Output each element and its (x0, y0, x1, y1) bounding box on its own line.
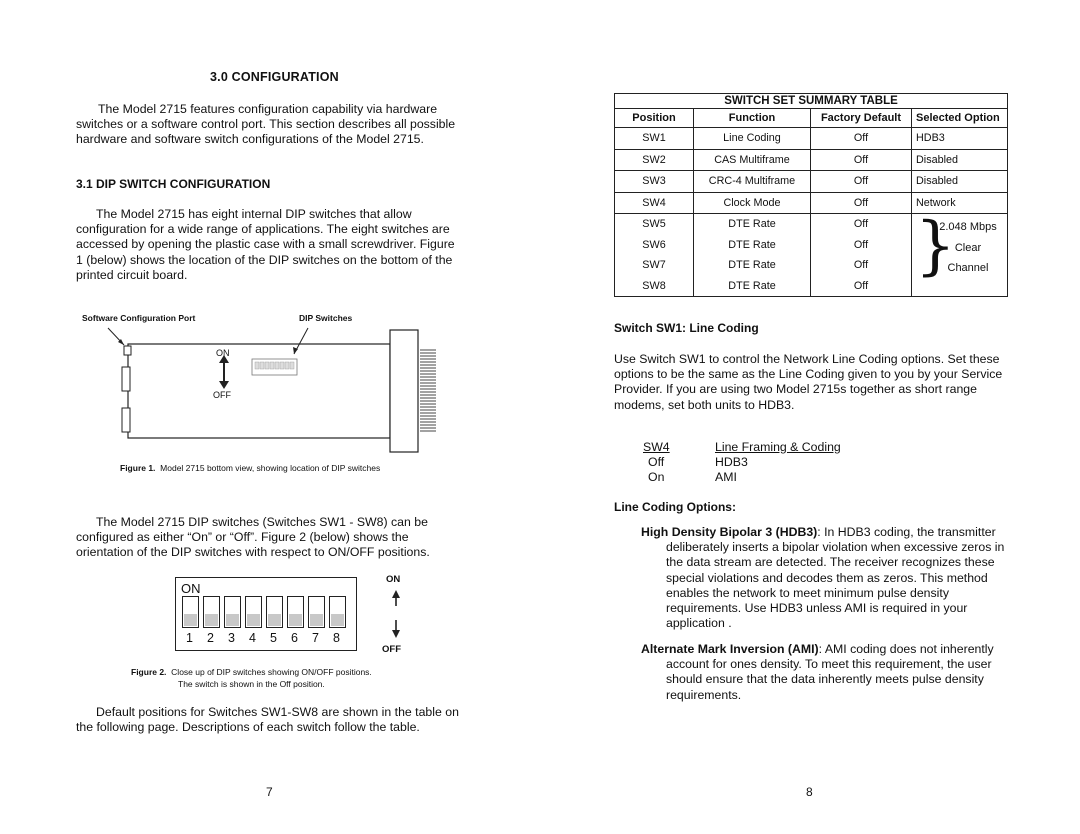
mini-table-head-sw4: SW4 (643, 440, 670, 454)
fig2-on-label: ON (181, 581, 201, 596)
dip-switch-5[interactable] (266, 596, 283, 628)
page-number-right: 8 (806, 785, 813, 799)
table-cell: Line Coding (694, 128, 811, 149)
sw1-title: Switch SW1: Line Coding (614, 321, 759, 335)
fig1-board-diagram (90, 322, 450, 462)
page-number-left: 7 (266, 785, 273, 799)
fig1-off-label: OFF (213, 390, 231, 400)
dip-number: 3 (228, 631, 235, 645)
table-cell: DTE Rate (728, 238, 776, 251)
table-row (615, 171, 1007, 193)
table-cell: Clear (954, 241, 982, 254)
table-row (615, 128, 1007, 150)
fig2-arrow-on-label: ON (386, 574, 401, 585)
table-cell: Clock Mode (694, 193, 811, 214)
dip-paragraph: The Model 2715 has eight internal DIP switches that allow configuration for a wide range of applications. The eight switches are accessed by opening the plastic case with a small screwdriver. Figure 1 (below) shows the location of the DIP switches on the bottom of the printed circuit board. (76, 207, 455, 282)
fig1-caption-label: Figure 1. (120, 463, 156, 473)
table-cell: Off (853, 218, 869, 230)
table-header: Factory Default (811, 109, 912, 127)
dip-number: 4 (249, 631, 256, 645)
dip-switch-7[interactable] (308, 596, 325, 628)
table-cell: Off (853, 279, 869, 292)
table-cell: Disabled (916, 153, 959, 166)
group-selected-option (933, 214, 1003, 279)
intro-paragraph: The Model 2715 features configuration capability via hardware switches or a software control port. This section describes all possible hardware and software switch configurations of the Model 2715. (76, 102, 456, 147)
table-cell: CRC-4 Multiframe (694, 171, 811, 192)
hdb3-paragraph (641, 525, 1006, 631)
table-cell: DTE Rate (728, 259, 776, 271)
switch-summary-table (614, 93, 1008, 297)
table-cell: CAS Multiframe (694, 150, 811, 171)
hdb3-term: High Density Bipolar 3 (HDB3) (641, 525, 818, 539)
mini-table-head-coding: Line Framing & Coding (715, 440, 841, 454)
dip-switch-4[interactable] (245, 596, 262, 628)
sw1-paragraph: Use Switch SW1 to control the Network Line Coding options. Set these options to be the same as the Line Coding given to you by your Service Provider. If you are using two Model 2715s together as short range modems, set both units to HDB3. (614, 352, 1003, 412)
table-row-group-dte-rate (615, 209, 1007, 296)
table-cell: SW5 (642, 218, 666, 230)
dip-number: 8 (333, 631, 340, 645)
table-header: Selected Option (916, 112, 1000, 124)
section-title: 3.0 CONFIGURATION (210, 70, 339, 84)
fig2-caption-line2: The switch is shown in the Off position. (178, 679, 325, 689)
mini-table-cell: On (648, 470, 665, 484)
dip-switch-1[interactable] (182, 596, 199, 628)
dip-switch-2[interactable] (203, 596, 220, 628)
table-cell: SW3 (615, 171, 694, 192)
table-cell: SW6 (642, 238, 666, 251)
table-cell: Off (853, 259, 869, 271)
table-cell: Disabled (916, 175, 959, 187)
mini-table-cell: HDB3 (715, 455, 748, 469)
table-cell: Off (811, 150, 912, 171)
fig2-arrow-off-label: OFF (382, 644, 401, 655)
dip-switch-6[interactable] (287, 596, 304, 628)
dip-switch-8[interactable] (329, 596, 346, 628)
table-cell: SW1 (615, 128, 694, 149)
dip-number: 7 (312, 631, 319, 645)
table-cell: SW8 (642, 279, 666, 292)
fig1-caption-text: Model 2715 bottom view, showing location of DIP switches (160, 463, 381, 473)
dip-number: 2 (207, 631, 214, 645)
fig2-caption-label: Figure 2. (131, 667, 167, 677)
table-cell: SW7 (642, 259, 666, 271)
table-cell: Off (811, 128, 912, 149)
brace-icon: } (915, 209, 956, 283)
ami-paragraph (641, 642, 1006, 703)
fig1-caption (120, 462, 380, 474)
ami-description: : AMI coding does not inherently account for ones density. To meet this requirement, the user should ensure that the data inherently meets pulse density requirements. (666, 642, 994, 702)
line-coding-options-title: Line Coding Options: (614, 500, 736, 514)
table-header: Function (694, 109, 811, 127)
table-cell: DTE Rate (728, 218, 776, 230)
table-title: SWITCH SET SUMMARY TABLE (615, 94, 1007, 109)
fig1-on-label: ON (216, 348, 230, 358)
table-cell: SW4 (615, 193, 694, 214)
fig1-port-label: Software Configuration Port (82, 313, 196, 323)
table-cell: DTE Rate (728, 279, 776, 292)
table-cell: Network (916, 196, 956, 209)
dip-switch-3[interactable] (224, 596, 241, 628)
table-cell: Off (811, 193, 912, 214)
table-header: Position (615, 109, 694, 127)
orientation-paragraph: The Model 2715 DIP switches (Switches SW1 - SW8) can be configured as either “On” or “Off”. Figure 2 (below) shows the orientation of the DIP switches with respect to ON/OFF positions. (76, 515, 430, 560)
fig2-caption-line1: Close up of DIP switches showing ON/OFF positions. (171, 667, 372, 677)
fig1-dip-label: DIP Switches (299, 313, 353, 323)
hdb3-description: : In HDB3 coding, the transmitter deliberately inserts a bipolar violation when excessive zeros in the data stream are detected. The receiver recognizes these special violations and decodes them as zeros. This method enables the network to meet minimum pulse density requirements. Use HDB3 unless AMI is required in your application . (666, 525, 1005, 631)
dip-number: 6 (291, 631, 298, 645)
fig2-updown-arrow-icon (386, 588, 406, 640)
mini-table-cell: Off (648, 455, 665, 469)
table-cell: 2.048 Mbps (939, 221, 997, 233)
fig2-caption (131, 666, 372, 678)
table-cell: HDB3 (916, 132, 945, 144)
table-cell: Off (811, 171, 912, 192)
table-header-row (615, 109, 1007, 128)
table-cell: Channel (947, 262, 989, 274)
subsection-title: 3.1 DIP SWITCH CONFIGURATION (76, 177, 271, 191)
mini-table-cell: AMI (715, 470, 737, 484)
table-cell: SW2 (615, 150, 694, 171)
table-cell: Off (853, 238, 869, 251)
dip-number: 1 (186, 631, 193, 645)
dip-number: 5 (270, 631, 277, 645)
table-row (615, 150, 1007, 172)
ami-term: Alternate Mark Inversion (AMI) (641, 642, 819, 656)
defaults-paragraph: Default positions for Switches SW1-SW8 are shown in the table on the following page. Descriptions of each switch follow the table. (76, 705, 459, 735)
